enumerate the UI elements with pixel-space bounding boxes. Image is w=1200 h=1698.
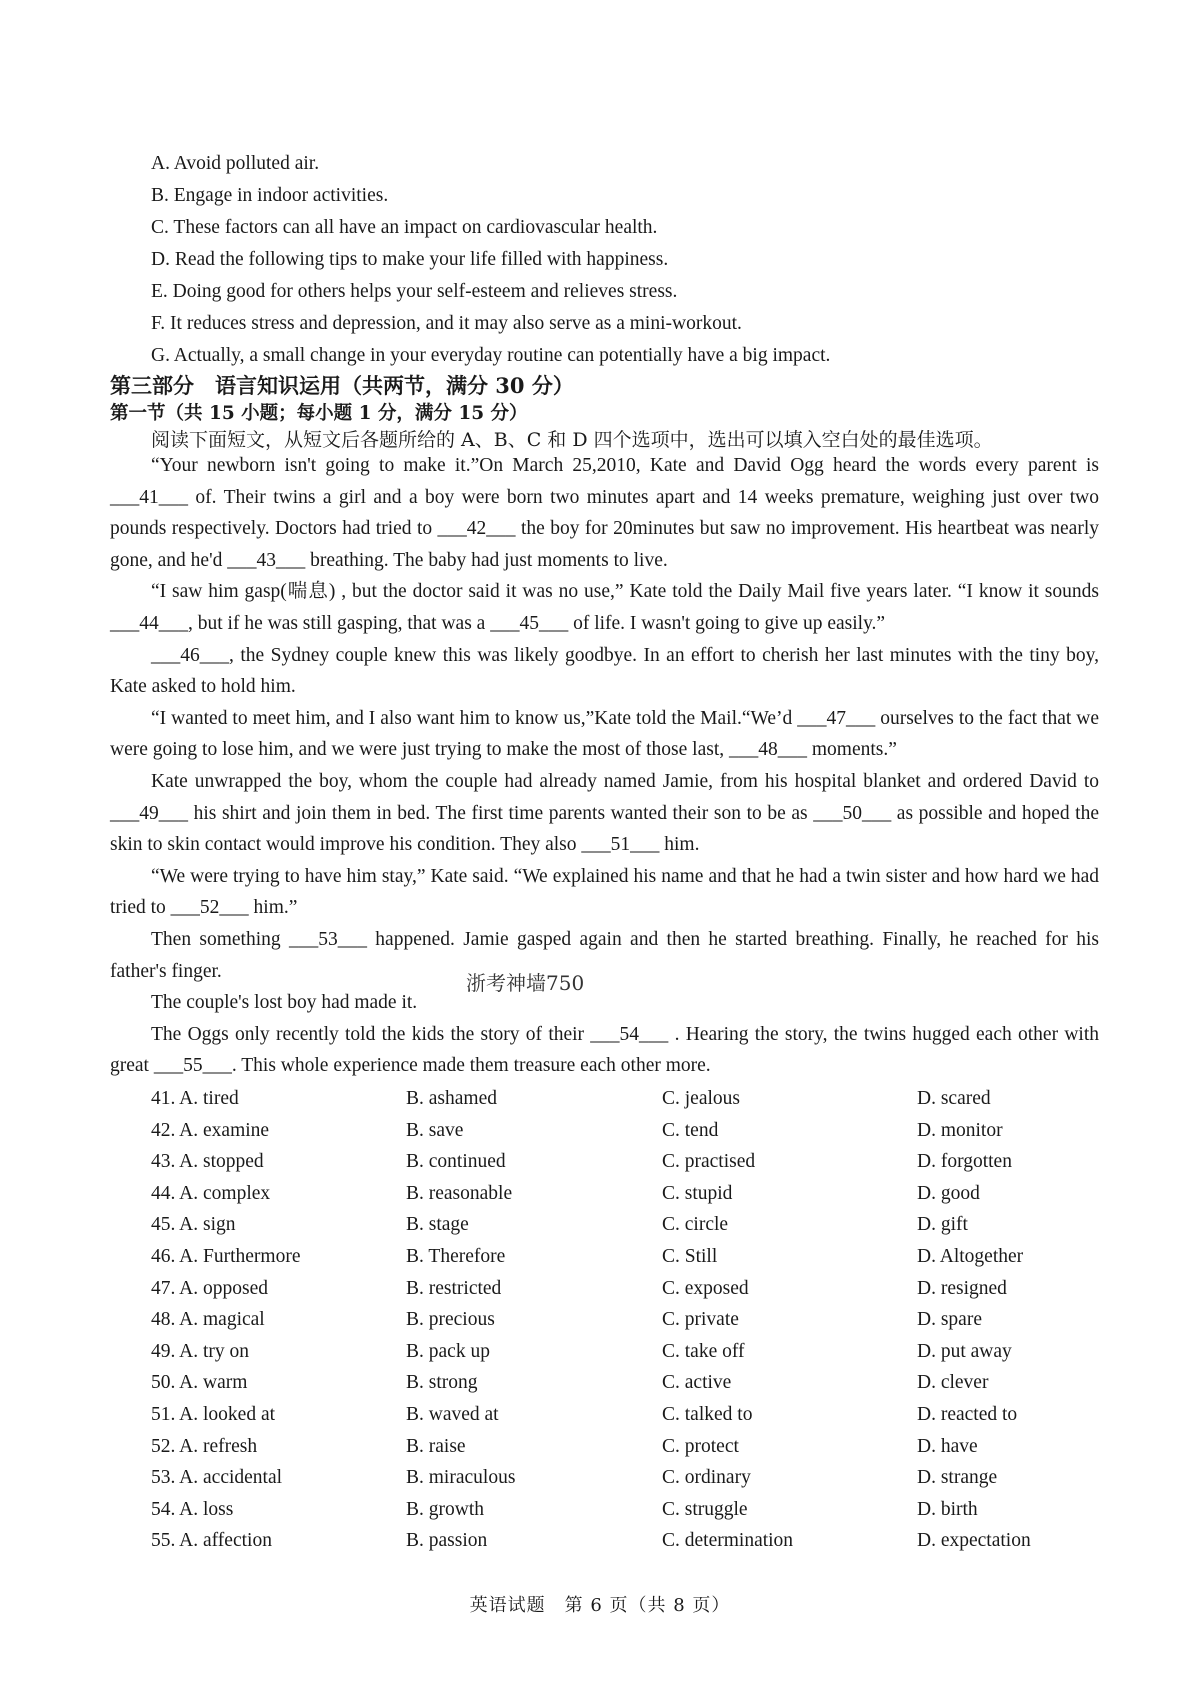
choice-a: 42. A. examine — [151, 1119, 270, 1141]
choice-b: B. Therefore — [406, 1245, 506, 1267]
choice-a: 47. A. opposed — [151, 1277, 268, 1299]
choice-c: C. talked to — [662, 1403, 753, 1425]
choice-c: C. exposed — [662, 1277, 749, 1299]
option-line-d: D. Read the following tips to make your life filled with happiness. — [151, 249, 669, 270]
choice-b: B. growth — [406, 1498, 484, 1520]
question-row — [151, 1336, 1111, 1368]
choice-d: D. spare — [917, 1309, 982, 1331]
passage-paragraph: The Oggs only recently told the kids the story of their ___54___ . Hearing the story, the twins hugged each other with great ___55___. This whole experience made them treasure each other more. — [110, 1023, 1099, 1077]
question-row — [151, 1273, 1111, 1305]
part3-title: 第三部分 语言知识运用（共两节，满分 30 分） — [110, 373, 574, 398]
answer-choices — [151, 1083, 1111, 1557]
choice-d: D. clever — [917, 1372, 989, 1394]
choice-b: B. miraculous — [406, 1467, 516, 1489]
choice-b: B. passion — [406, 1530, 488, 1552]
option-line-e: E. Doing good for others helps your self-esteem and relieves stress. — [151, 281, 678, 302]
choice-d: D. strange — [917, 1467, 998, 1489]
choice-c: C. tend — [662, 1119, 719, 1141]
choice-a: 46. A. Furthermore — [151, 1245, 301, 1267]
option-line-g: G. Actually, a small change in your everyday routine can potentially have a big impact. — [151, 345, 831, 366]
passage-paragraph: “I wanted to meet him, and I also want him to know us,”Kate told the Mail.“We’d ___47___ ourselves to the fact that we were going to lose him, and we were just trying to make the most of those last, ___48___ moments.” — [110, 707, 1099, 761]
passage-paragraph: Kate unwrapped the boy, whom the couple had already named Jamie, from his hospital blanket and ordered David to ___49___ his shirt and join them in bed. The first time parents wanted their son to be as ___50___ as possible and hoped the skin to skin contact would improve his condition. They also ___51___ him. — [110, 770, 1099, 856]
choice-c: C. private — [662, 1309, 739, 1331]
choice-d: D. gift — [917, 1214, 968, 1236]
question-row — [151, 1146, 1111, 1178]
choice-b: B. ashamed — [406, 1088, 497, 1109]
question-row — [151, 1304, 1111, 1336]
cloze-passage — [110, 450, 1099, 1082]
choice-b: B. raise — [406, 1435, 466, 1457]
question-row — [151, 1525, 1111, 1557]
passage-paragraph: “I saw him gasp(喘息) , but the doctor said it was no use,” Kate told the Daily Mail five years later. “I know it sounds ___44___, but if he was still gasping, that was a ___45___ of life. I wasn't going to give up easily.” — [110, 581, 1099, 634]
choice-d: D. good — [917, 1182, 980, 1204]
choice-a: 52. A. refresh — [151, 1435, 258, 1457]
choice-b: B. save — [406, 1119, 464, 1141]
choice-d: D. put away — [917, 1340, 1012, 1362]
choice-d: D. resigned — [917, 1277, 1007, 1299]
choice-d: D. reacted to — [917, 1403, 1018, 1425]
choice-a: 55. A. affection — [151, 1530, 272, 1552]
choice-c: C. ordinary — [662, 1467, 751, 1489]
choice-b: B. precious — [406, 1309, 495, 1331]
choice-c: C. circle — [662, 1214, 729, 1236]
choice-a: 41. A. tired — [151, 1088, 239, 1109]
choice-c: C. Still — [662, 1245, 718, 1267]
choice-b: B. restricted — [406, 1277, 502, 1299]
choice-b: B. continued — [406, 1151, 506, 1173]
choice-d: D. monitor — [917, 1119, 1003, 1141]
question-row — [151, 1367, 1111, 1399]
page-footer: 英语试题 第 6 页（共 8 页） — [469, 1595, 731, 1616]
question-row — [151, 1431, 1111, 1463]
choice-c: C. take off — [662, 1340, 745, 1362]
choice-d: D. have — [917, 1435, 978, 1457]
choice-d: D. Altogether — [917, 1245, 1024, 1267]
section1-title: 第一节（共 15 小题；每小题 1 分，满分 15 分） — [110, 403, 528, 424]
choice-c: C. active — [662, 1372, 732, 1394]
choice-a: 53. A. accidental — [151, 1467, 283, 1489]
choice-a: 48. A. magical — [151, 1309, 265, 1331]
choice-c: C. practised — [662, 1151, 756, 1173]
question-row — [151, 1115, 1111, 1147]
passage-paragraph: Then something ___53___ happened. Jamie gasped again and then he started breathing. Finally, he reached for his father's finger. — [110, 928, 1099, 982]
choice-d: D. expectation — [917, 1530, 1031, 1552]
choice-b: B. waved at — [406, 1403, 499, 1425]
choice-b: B. strong — [406, 1372, 478, 1394]
choice-c: C. jealous — [662, 1088, 740, 1109]
choice-a: 43. A. stopped — [151, 1151, 264, 1173]
choice-a: 49. A. try on — [151, 1340, 250, 1362]
choice-b: B. pack up — [406, 1340, 490, 1362]
watermark: 浙考神墙750 — [466, 971, 585, 995]
question-row — [151, 1083, 1111, 1115]
choice-a: 45. A. sign — [151, 1214, 236, 1236]
question-row — [151, 1178, 1111, 1210]
question-row — [151, 1241, 1111, 1273]
option-line-a: A. Avoid polluted air. — [151, 153, 320, 174]
choice-b: B. reasonable — [406, 1182, 513, 1204]
choice-c: C. determination — [662, 1530, 794, 1552]
instructions: 阅读下面短文，从短文后各题所给的 A、B、C 和 D 四个选项中，选出可以填入空白处的最佳选项。 — [151, 429, 993, 451]
passage-paragraph: “We were trying to have him stay,” Kate said. “We explained his name and that he had a twin sister and how hard we had tried to ___52___ him.” — [110, 865, 1099, 919]
option-line-b: B. Engage in indoor activities. — [151, 185, 389, 206]
passage-paragraph: The couple's lost boy had made it. — [151, 992, 418, 1014]
choice-a: 50. A. warm — [151, 1372, 248, 1394]
question-row — [151, 1494, 1111, 1526]
choice-d: D. birth — [917, 1498, 978, 1520]
passage-paragraph: “Your newborn isn't going to make it.”On March 25,2010, Kate and David Ogg heard the words every parent is ___41___ of. Their twins a girl and a boy were born two minutes apart and 14 weeks premature, weighing just over two pounds respectively. Doctors had tried to ___42___ the boy for 20minutes but saw no improvement. His heartbeat was nearly gone, and he'd ___43___ breathing. The baby had just moments to live. — [110, 455, 1099, 571]
choice-a: 51. A. looked at — [151, 1403, 276, 1425]
option-line-f: F. It reduces stress and depression, and it may also serve as a mini-workout. — [151, 313, 742, 334]
choice-c: C. struggle — [662, 1498, 748, 1520]
choice-d: D. forgotten — [917, 1151, 1012, 1173]
choice-b: B. stage — [406, 1214, 469, 1236]
passage-paragraph: ___46___, the Sydney couple knew this was likely goodbye. In an effort to cherish her last minutes with the tiny boy, Kate asked to hold him. — [110, 644, 1099, 698]
choice-a: 44. A. complex — [151, 1182, 271, 1204]
question-row — [151, 1399, 1111, 1431]
choice-d: D. scared — [917, 1088, 991, 1109]
option-line-c: C. These factors can all have an impact on cardiovascular health. — [151, 217, 658, 238]
choice-c: C. protect — [662, 1435, 739, 1457]
question-row — [151, 1209, 1111, 1241]
choice-c: C. stupid — [662, 1182, 733, 1204]
choice-a: 54. A. loss — [151, 1498, 234, 1520]
question-row — [151, 1462, 1111, 1494]
